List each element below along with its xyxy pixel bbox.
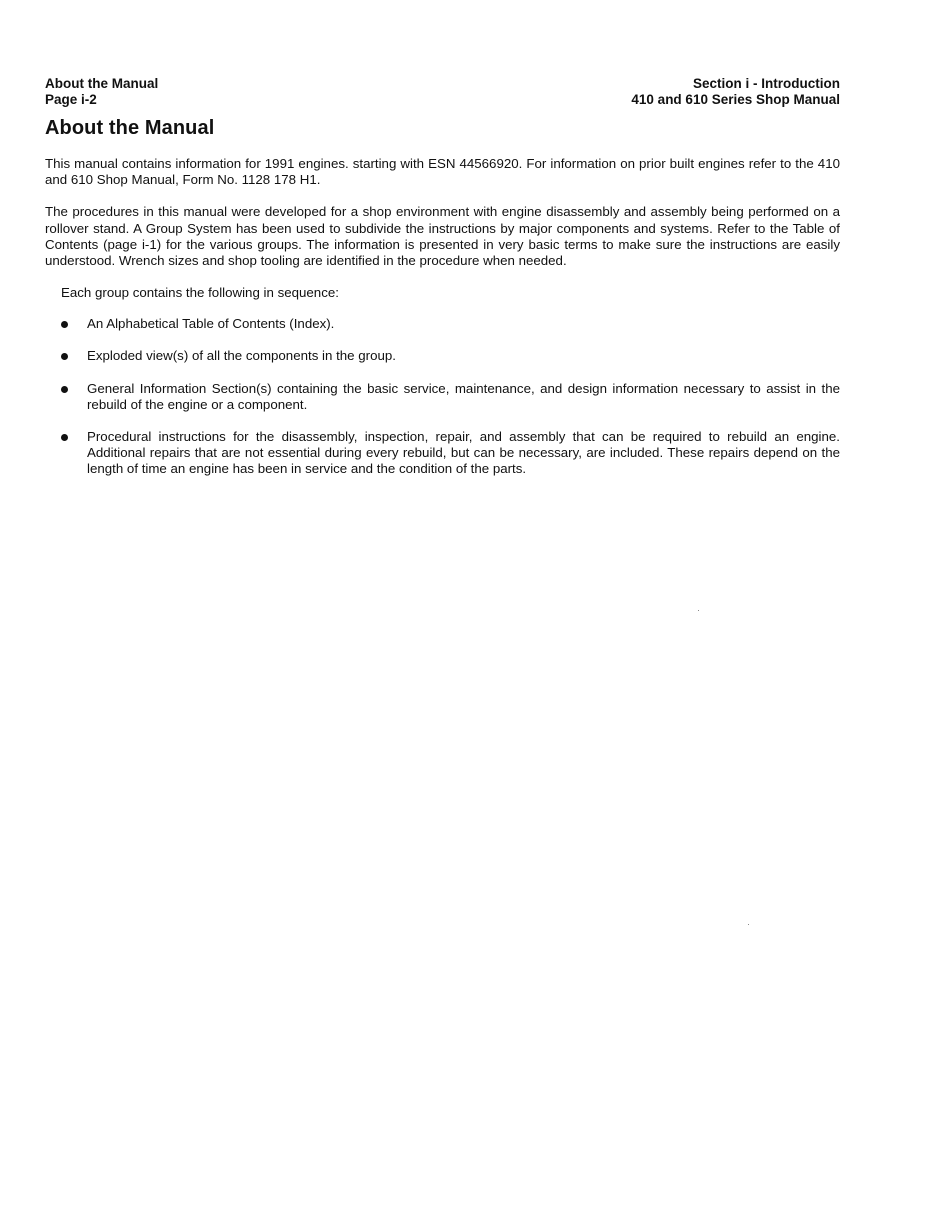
list-item-text: Exploded view(s) of all the components in the group. <box>87 348 396 364</box>
paragraph-procedures: The procedures in this manual were developed for a shop environment with engine disassembly and assembly being performed on a rollover stand. A Group System has been used to subdivide the instructions by major components and systems. Refer to the Table of Contents (page i-1) for the various groups. The information is presented in very basic terms to make sure the instructions are easily understood. Wrench sizes and shop tooling are identified in the procedure when needed. <box>45 204 840 269</box>
group-contents-list <box>45 316 840 477</box>
paragraph-engine-scope: This manual contains information for 1991 engines. starting with ESN 44566920. For information on prior built engines refer to the 410 and 610 Shop Manual, Form No. 1128 178 H1. <box>45 156 840 188</box>
list-intro: Each group contains the following in sequence: <box>61 285 339 301</box>
header-page-number: Page i-2 <box>45 92 97 107</box>
list-item <box>45 429 840 478</box>
bullet-icon <box>61 386 68 393</box>
manual-page <box>45 76 840 494</box>
header-manual-title: 410 and 610 Series Shop Manual <box>631 92 840 107</box>
bullet-icon <box>61 353 68 360</box>
list-item-text: An Alphabetical Table of Contents (Index). <box>87 316 335 332</box>
bullet-icon <box>61 321 68 328</box>
list-item-text: General Information Section(s) containing the basic service, maintenance, and design information necessary to assist in the rebuild of the engine or a component. <box>87 380 840 412</box>
page-title: About the Manual <box>45 117 215 139</box>
scan-speck <box>748 924 749 925</box>
scan-speck <box>698 610 699 611</box>
bullet-icon <box>61 434 68 441</box>
header-left <box>45 76 158 108</box>
list-item <box>45 348 840 364</box>
header-right <box>631 76 840 108</box>
header-chapter-title: About the Manual <box>45 76 159 91</box>
list-item <box>45 381 840 413</box>
list-item-text: Procedural instructions for the disassembly, inspection, repair, and assembly that can be required to rebuild an engine. Additional repairs that are not essential during every rebuild, but can be necessary, are included. These repairs depend on the length of time an engine has been in service and the condition of the parts. <box>87 429 840 477</box>
header-section-title: Section i - Introduction <box>693 76 840 91</box>
list-item <box>45 316 840 332</box>
page-header <box>45 76 840 108</box>
